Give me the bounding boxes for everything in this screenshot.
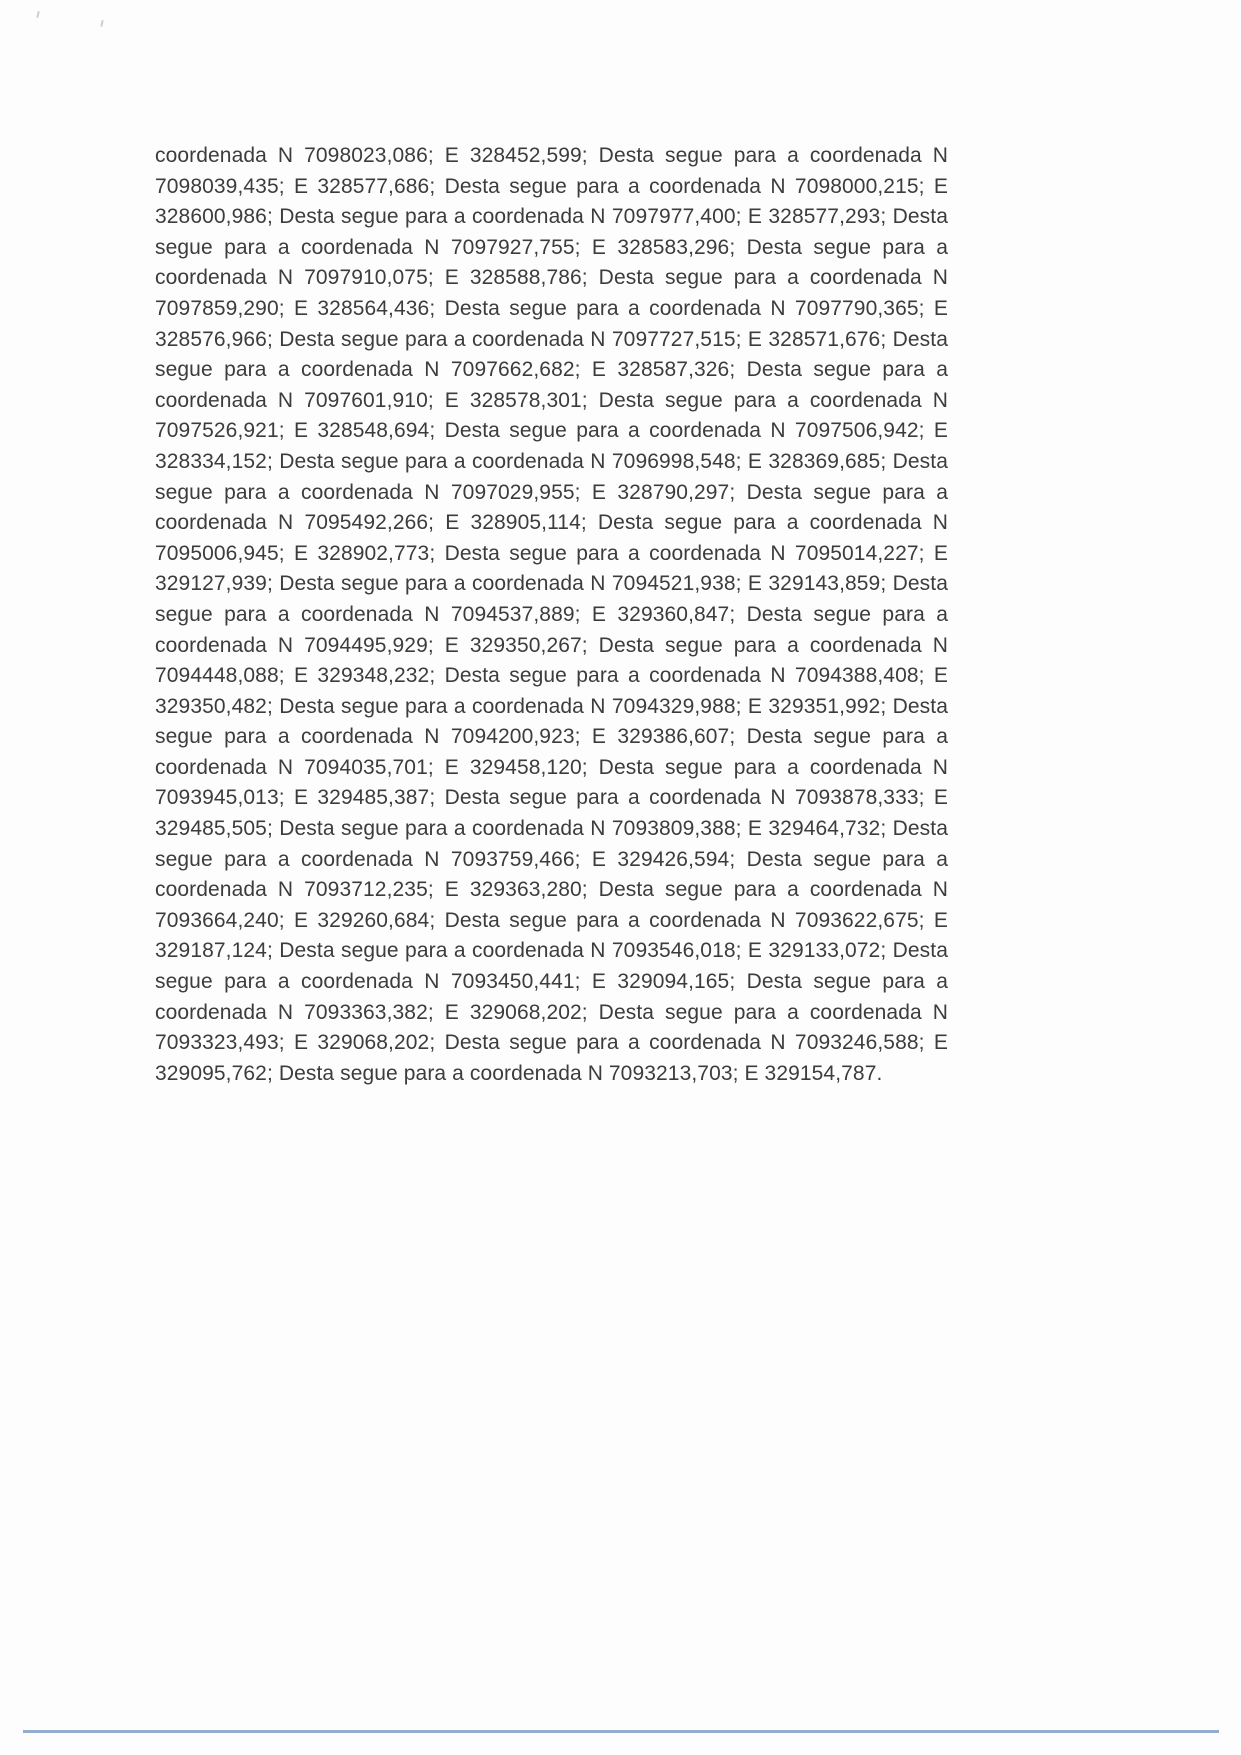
- scan-speck: [36, 11, 40, 18]
- text-line: 7093664,240; E 329260,684; Desta segue para a coordenada N 7093622,675; E: [155, 908, 948, 932]
- text-line: coordenada N 7093363,382; E 329068,202; Desta segue para a coordenada N: [155, 1000, 948, 1024]
- text-line: 7098039,435; E 328577,686; Desta segue para a coordenada N 7098000,215; E: [155, 174, 948, 198]
- text-line: 7095006,945; E 328902,773; Desta segue para a coordenada N 7095014,227; E: [155, 541, 948, 565]
- text-line: segue para a coordenada N 7097029,955; E 328790,297; Desta segue para a: [155, 480, 948, 504]
- text-line: 329127,939; Desta segue para a coordenada N 7094521,938; E 329143,859; Desta: [155, 572, 948, 596]
- text-line: 329350,482; Desta segue para a coordenada N 7094329,988; E 329351,992; Desta: [155, 694, 948, 718]
- scan-speck: [100, 20, 104, 27]
- bottom-rule: [23, 1730, 1219, 1733]
- text-line: segue para a coordenada N 7093450,441; E 329094,165; Desta segue para a: [155, 970, 948, 994]
- text-line: segue para a coordenada N 7094200,923; E 329386,607; Desta segue para a: [155, 725, 948, 749]
- text-line: 329187,124; Desta segue para a coordenada N 7093546,018; E 329133,072; Desta: [155, 939, 948, 963]
- text-line: 7093323,493; E 329068,202; Desta segue para a coordenada N 7093246,588; E: [155, 1031, 948, 1055]
- text-line: 329485,505; Desta segue para a coordenada N 7093809,388; E 329464,732; Desta: [155, 817, 948, 841]
- text-line: coordenada N 7097601,910; E 328578,301; Desta segue para a coordenada N: [155, 388, 948, 412]
- text-line: 7093945,013; E 329485,387; Desta segue para a coordenada N 7093878,333; E: [155, 786, 948, 810]
- text-line: 328600,986; Desta segue para a coordenada N 7097977,400; E 328577,293; Desta: [155, 205, 948, 229]
- text-line: coordenada N 7093712,235; E 329363,280; Desta segue para a coordenada N: [155, 878, 948, 902]
- text-line: coordenada N 7095492,266; E 328905,114; Desta segue para a coordenada N: [155, 511, 948, 535]
- text-line: segue para a coordenada N 7097662,682; E 328587,326; Desta segue para a: [155, 358, 948, 382]
- text-line: 329095,762; Desta segue para a coordenada N 7093213,703; E 329154,787.: [155, 1061, 883, 1085]
- text-line: 328576,966; Desta segue para a coordenada N 7097727,515; E 328571,676; Desta: [155, 327, 948, 351]
- text-line: 328334,152; Desta segue para a coordenada N 7096998,548; E 328369,685; Desta: [155, 449, 948, 473]
- text-line: coordenada N 7098023,086; E 328452,599; Desta segue para a coordenada N: [155, 144, 948, 167]
- text-line: coordenada N 7094035,701; E 329458,120; Desta segue para a coordenada N: [155, 755, 948, 779]
- coordinates-paragraph: [155, 141, 948, 1089]
- text-line: segue para a coordenada N 7093759,466; E 329426,594; Desta segue para a: [155, 847, 948, 871]
- text-line: segue para a coordenada N 7094537,889; E 329360,847; Desta segue para a: [155, 602, 948, 626]
- text-line: coordenada N 7094495,929; E 329350,267; Desta segue para a coordenada N: [155, 633, 948, 657]
- text-line: 7097526,921; E 328548,694; Desta segue para a coordenada N 7097506,942; E: [155, 419, 948, 443]
- text-line: coordenada N 7097910,075; E 328588,786; Desta segue para a coordenada N: [155, 266, 948, 290]
- text-line: 7097859,290; E 328564,436; Desta segue para a coordenada N 7097790,365; E: [155, 296, 948, 320]
- text-line: 7094448,088; E 329348,232; Desta segue para a coordenada N 7094388,408; E: [155, 664, 948, 688]
- text-line: segue para a coordenada N 7097927,755; E 328583,296; Desta segue para a: [155, 235, 948, 259]
